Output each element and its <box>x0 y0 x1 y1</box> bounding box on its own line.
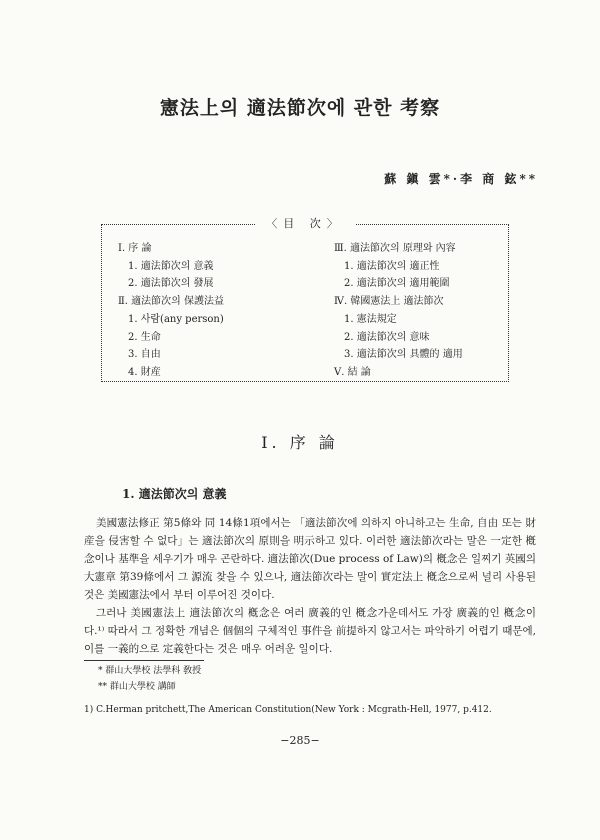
footnote-citation: 1) C.Herman pritchett,The American Constitution(New York : Mcgrath-Hell, 1977, p.412. <box>84 705 492 715</box>
subsection-heading: 1. 適法節次의 意義 <box>122 487 227 501</box>
footnote-affiliation: * 群山大學校 法學科 敎授 <box>98 666 202 676</box>
toc-item: Ⅲ. 適法節次의 原理와 內容 <box>334 243 456 254</box>
toc-item: 3. 適法節次의 具體的 適用 <box>344 349 463 361</box>
toc-item: 1. 사람(any person) <box>128 313 224 325</box>
toc-item: Ⅱ. 適法節次의 保護法益 <box>118 296 224 308</box>
page-number: −285− <box>280 734 320 747</box>
toc-item: Ⅳ. 韓國憲法上 適法節次 <box>334 296 444 308</box>
section-heading: Ⅰ. 序 論 <box>261 433 339 452</box>
footnote-divider <box>84 660 204 661</box>
toc-heading: 〈目 次〉 <box>255 215 355 231</box>
toc-item: 2. 適法節次의 意味 <box>344 331 430 343</box>
toc-right-column <box>334 240 463 382</box>
paper-title: 憲法上의 適法節次에 관한 考察 <box>159 97 441 119</box>
author-line: 蘇 鎭 雲*·李 商 鉉** <box>384 172 538 186</box>
toc-item: Ⅰ. 序 論 <box>118 243 152 254</box>
paragraph: 그러나 美國憲法上 適法節次의 槪念은 여러 廣義的인 槪念가운데서도 가장 廣義的인 槪念이다.¹⁾ 따라서 그 정확한 개념은 個個의 구체적인 事件을 前提하지 않고서는 파악하기 어렵기 때문에, 이를 一義的으로 定義한다는 것은 매우 어려운 일이다. <box>84 607 536 655</box>
body-text <box>84 514 536 658</box>
toc-item: 3. 自由 <box>128 349 161 361</box>
paragraph: 美國憲法修正 第5條와 同 14條1項에서는 「適法節次에 의하지 아니하고는 生命, 自由 또는 財産을 侵害할 수 없다」는 適法節次의 原則을 明示하고 있다. 이러한 適法節次라는 말은 一定한 槪念이나 基準을 세우기가 매우 곤란하다. 適法節次(Due process of Law)의 槪念은 일찌기 英國의 大憲章 第39條에서 그 源流 찾을 수 있으나, 適法節次라는 말이 實定法上 槪念으로써 널리 사용된 것은 美國憲法에서 부터 이루어진 것이다. <box>84 517 536 601</box>
toc-item: 2. 適法節次의 發展 <box>128 278 214 290</box>
toc-item: 1. 適法節次의 適正性 <box>344 260 440 272</box>
toc-item: 2. 適法節次의 適用範圍 <box>344 278 450 290</box>
toc-item: 4. 財産 <box>128 366 161 378</box>
toc-item: Ⅴ. 結 論 <box>334 366 371 378</box>
footnote-affiliation: ** 群山大學校 講師 <box>98 681 176 692</box>
toc-left-column <box>118 240 224 382</box>
footnotes <box>84 664 544 719</box>
toc-item: 1. 憲法規定 <box>344 313 397 325</box>
toc-item: 2. 生命 <box>128 331 161 343</box>
toc-item: 1. 適法節次의 意義 <box>128 260 214 272</box>
